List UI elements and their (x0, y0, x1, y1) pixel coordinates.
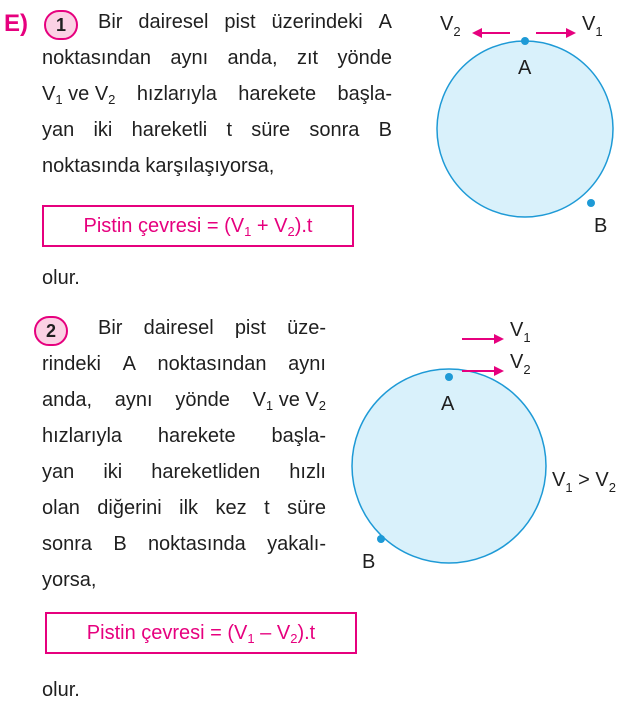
word: noktasında (147, 533, 246, 555)
item-2-point-b-dot (377, 535, 385, 543)
word: pist (234, 317, 266, 339)
word: süre (251, 119, 291, 141)
section-label: E) (4, 10, 28, 37)
item-1-point-b-dot (587, 199, 595, 207)
item-2-number: 2 (45, 320, 56, 341)
item-1-v2-label: $V_2$ (440, 13, 461, 39)
word: yönde (175, 389, 230, 411)
word: aynı (114, 389, 153, 411)
word: iki (93, 119, 113, 141)
item-1-left-arrow-icon (472, 28, 510, 38)
word: anda, (227, 47, 278, 69)
word: diğerini (97, 497, 162, 519)
word: hızlarıyla (42, 425, 123, 447)
word: üzerindeki (271, 11, 363, 33)
word: A (122, 353, 136, 375)
item-2-point-b-label: B (362, 551, 376, 573)
item-2-formula: Pistin çevresi = $(V_1 - V_2).t$ (86, 621, 316, 646)
word: hızlarıyla (136, 83, 217, 105)
word: kez (215, 497, 247, 519)
item-2-after: olur. (42, 679, 80, 701)
word: üze- (287, 317, 326, 339)
word: A (378, 11, 392, 33)
word: hızlı (289, 461, 326, 483)
word: başla- (337, 83, 392, 105)
item-2-text (42, 310, 326, 598)
item-1-point-b-label: B (594, 215, 608, 237)
word: rindeki (42, 353, 101, 375)
word: Bir (98, 317, 123, 339)
word: başla- (271, 425, 326, 447)
word: hareketli (131, 119, 208, 141)
item-2-line-4 (42, 418, 326, 454)
item-1-point-a-dot (521, 37, 529, 45)
word: pist (224, 11, 256, 33)
velocity-v1-v2: $V_1$ ve $V_2$ (252, 389, 326, 413)
velocity-v1: $V_1$ ve $V_2$ (42, 83, 116, 107)
item-2-point-a-label: A (441, 393, 455, 415)
item-2-condition-label: $V_1 > V_2$ (552, 469, 616, 495)
item-1-after: olur. (42, 267, 80, 289)
word: B (378, 119, 392, 141)
item-2-v2-label: $V_2$ (510, 351, 531, 377)
word: aynı (288, 353, 326, 375)
word: dairesel (138, 11, 209, 33)
item-2-diagram (340, 310, 634, 580)
item-1-line-4 (42, 112, 392, 148)
word: Bir (98, 11, 123, 33)
word: harekete (157, 425, 236, 447)
item-2-line-2 (42, 346, 326, 382)
item-1-diagram (410, 0, 634, 250)
item-2-line-7 (42, 526, 326, 562)
item-1-right-arrow-icon (536, 28, 576, 38)
item-2-line-5 (42, 454, 326, 490)
word: yakalı- (267, 533, 326, 555)
word: iki (103, 461, 123, 483)
item-1-v1-label: $V_1$ (582, 13, 603, 39)
item-1-text (42, 4, 392, 184)
word: noktasından (157, 353, 267, 375)
item-1-line-2 (42, 40, 392, 76)
word: sonra (309, 119, 360, 141)
item-1-formula: Pistin çevresi = $(V_1 + V_2).t$ (83, 214, 313, 239)
word: sonra (42, 533, 93, 555)
word: B (113, 533, 127, 555)
word: süre (287, 497, 326, 519)
item-2-line-8: yorsa, (42, 569, 97, 591)
word: aynı (170, 47, 209, 69)
item-2-formula-box (45, 612, 357, 654)
word: hareketliden (151, 461, 261, 483)
item-2-line-3 (42, 382, 326, 418)
word: t (264, 497, 270, 519)
word: yan (42, 119, 75, 141)
item-2-top-arrow-icon (462, 334, 504, 344)
word: yan (42, 461, 75, 483)
item-2-v1-label: $V_1$ (510, 319, 531, 345)
word: harekete (238, 83, 317, 105)
item-1-line-5: noktasında karşılaşıyorsa, (42, 155, 275, 177)
item-1-formula-box (42, 205, 354, 247)
word: olan (42, 497, 80, 519)
item-2-line-6 (42, 490, 326, 526)
item-2-point-a-dot (445, 373, 453, 381)
item-1-line-3 (42, 76, 392, 112)
word: t (226, 119, 233, 141)
item-1-point-a-label: A (518, 57, 532, 79)
item-1-line-1 (42, 4, 392, 40)
word: anda, (42, 389, 93, 411)
item-1-number: 1 (55, 14, 66, 35)
word: zıt (296, 47, 319, 69)
word: noktasından (42, 47, 151, 69)
word: yönde (337, 47, 392, 69)
item-2-line-1 (42, 310, 326, 346)
word: ilk (179, 497, 199, 519)
word: dairesel (143, 317, 214, 339)
